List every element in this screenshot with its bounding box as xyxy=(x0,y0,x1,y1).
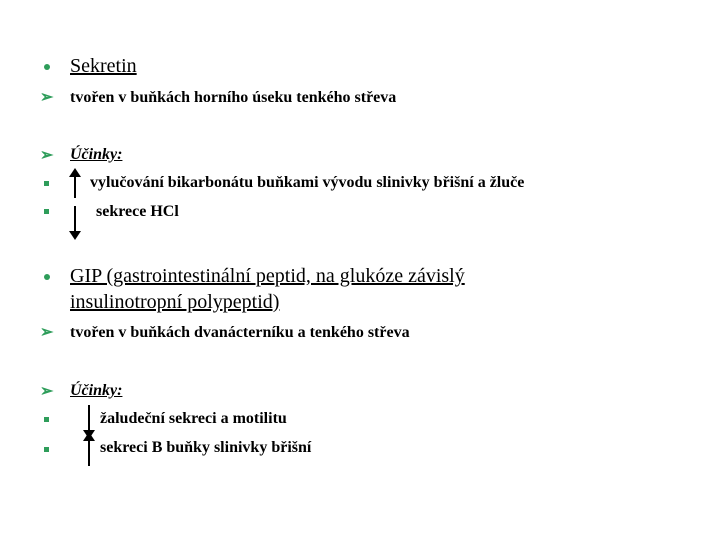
square-bullet xyxy=(44,417,49,422)
effect-text: žaludeční sekreci a motilitu xyxy=(100,410,287,427)
arrow-bullet-icon: ➢ xyxy=(40,324,54,341)
arrow-bullet-icon: ➢ xyxy=(40,383,54,400)
origin-text: tvořen v buňkách horního úseku tenkého střeva xyxy=(70,89,397,106)
effect-text: sekrece HCl xyxy=(96,203,179,220)
effects-label: Účinky: xyxy=(70,382,123,399)
effects-label: Účinky: xyxy=(70,146,123,163)
effect-text: vylučování bikarbonátu buňkami vývodu slinivky břišní a žluče xyxy=(90,174,525,191)
arrow-up-icon xyxy=(68,168,82,198)
section-title-gip-line1: GIP (gastrointestinální peptid, na glukóze závislý xyxy=(70,265,465,287)
square-bullet xyxy=(44,209,49,214)
section-title-sekretin: Sekretin xyxy=(70,55,137,77)
arrow-bullet-icon: ➢ xyxy=(40,89,54,106)
effect-text: sekreci B buňky slinivky břišní xyxy=(100,439,312,456)
bullet-dot xyxy=(44,274,50,280)
arrow-up-icon xyxy=(82,432,96,466)
square-bullet xyxy=(44,181,49,186)
arrow-bullet-icon: ➢ xyxy=(40,147,54,164)
origin-text: tvořen v buňkách dvanácterníku a tenkého střeva xyxy=(70,324,410,341)
section-title-gip-line2: insulinotropní polypeptid) xyxy=(70,291,280,313)
square-bullet xyxy=(44,447,49,452)
arrow-down-icon xyxy=(68,206,82,240)
bullet-dot xyxy=(44,64,50,70)
